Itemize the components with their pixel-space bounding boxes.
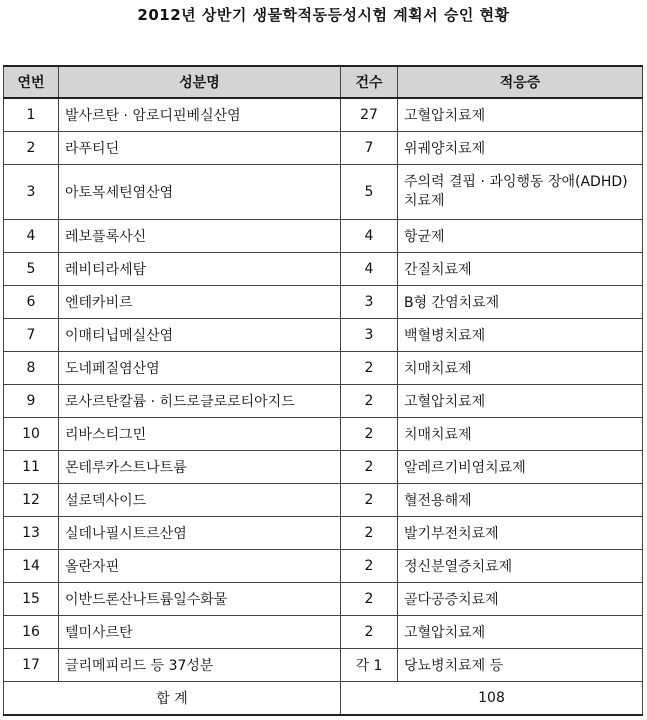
row-no: 11 — [4, 451, 59, 484]
row-indication: 치매치료제 — [398, 352, 643, 385]
row-count: 2 — [341, 418, 398, 451]
row-ingredient: 레비티라세탐 — [59, 253, 341, 286]
table-row — [4, 165, 643, 220]
row-ingredient: 로사르탄칼륨 · 히드로클로로티아지드 — [59, 385, 341, 418]
table-row — [4, 418, 643, 451]
row-no: 5 — [4, 253, 59, 286]
table-row — [4, 319, 643, 352]
table-row — [4, 352, 643, 385]
row-ingredient: 설로덱사이드 — [59, 484, 341, 517]
row-ingredient: 텔미사르탄 — [59, 616, 341, 649]
row-no: 6 — [4, 286, 59, 319]
row-count: 2 — [341, 616, 398, 649]
total-label: 합 계 — [4, 682, 341, 716]
row-indication: 고혈압치료제 — [398, 385, 643, 418]
row-no: 8 — [4, 352, 59, 385]
table-row — [4, 583, 643, 616]
row-ingredient: 이매티닙메실산염 — [59, 319, 341, 352]
row-ingredient: 실데나필시트르산염 — [59, 517, 341, 550]
row-count: 2 — [341, 550, 398, 583]
row-ingredient: 아토목세틴염산염 — [59, 165, 341, 220]
header-no: 연번 — [4, 66, 59, 98]
table-row — [4, 286, 643, 319]
row-count: 2 — [341, 451, 398, 484]
row-indication: 위궤양치료제 — [398, 132, 643, 165]
approval-table — [3, 65, 643, 716]
row-count: 3 — [341, 319, 398, 352]
row-indication: 치매치료제 — [398, 418, 643, 451]
row-ingredient: 라푸티딘 — [59, 132, 341, 165]
table-body — [4, 98, 643, 682]
row-indication: B형 간염치료제 — [398, 286, 643, 319]
row-indication: 간질치료제 — [398, 253, 643, 286]
row-indication: 당뇨병치료제 등 — [398, 649, 643, 682]
header-count: 건수 — [341, 66, 398, 98]
row-no: 2 — [4, 132, 59, 165]
page-title: 2012년 상반기 생물학적동등성시험 계획서 승인 현황 — [137, 6, 510, 24]
table-row — [4, 517, 643, 550]
row-ingredient: 도네페질염산염 — [59, 352, 341, 385]
table-row — [4, 616, 643, 649]
row-count: 2 — [341, 484, 398, 517]
row-count: 4 — [341, 220, 398, 253]
table-row — [4, 484, 643, 517]
table-row — [4, 385, 643, 418]
table-row — [4, 220, 643, 253]
row-no: 17 — [4, 649, 59, 682]
row-indication: 고혈압치료제 — [398, 98, 643, 132]
row-ingredient: 발사르탄 · 암로디핀베실산염 — [59, 98, 341, 132]
header-indication: 적응증 — [398, 66, 643, 98]
row-no: 4 — [4, 220, 59, 253]
row-no: 13 — [4, 517, 59, 550]
table-row — [4, 550, 643, 583]
table-row — [4, 451, 643, 484]
table-row — [4, 132, 643, 165]
row-indication: 알레르기비염치료제 — [398, 451, 643, 484]
header-ingredient: 성분명 — [59, 66, 341, 98]
row-no: 15 — [4, 583, 59, 616]
row-indication: 혈전용해제 — [398, 484, 643, 517]
table-row — [4, 649, 643, 682]
row-indication: 고혈압치료제 — [398, 616, 643, 649]
row-ingredient: 레보플록사신 — [59, 220, 341, 253]
row-count: 3 — [341, 286, 398, 319]
row-no: 9 — [4, 385, 59, 418]
total-value: 108 — [341, 682, 643, 716]
row-count: 2 — [341, 517, 398, 550]
row-count: 2 — [341, 385, 398, 418]
row-count: 2 — [341, 352, 398, 385]
table-row — [4, 253, 643, 286]
table-row — [4, 98, 643, 132]
row-count: 27 — [341, 98, 398, 132]
row-indication: 항균제 — [398, 220, 643, 253]
row-count: 5 — [341, 165, 398, 220]
row-ingredient: 이반드론산나트륨일수화물 — [59, 583, 341, 616]
row-ingredient: 글리메피리드 등 37성분 — [59, 649, 341, 682]
row-indication: 주의력 결핍 · 과잉행동 장애(ADHD) 치료제 — [398, 165, 643, 220]
row-indication: 발기부전치료제 — [398, 517, 643, 550]
row-indication: 백혈병치료제 — [398, 319, 643, 352]
row-count: 2 — [341, 583, 398, 616]
row-count: 4 — [341, 253, 398, 286]
row-no: 16 — [4, 616, 59, 649]
row-no: 3 — [4, 165, 59, 220]
total-row — [4, 682, 643, 716]
row-ingredient: 엔테카비르 — [59, 286, 341, 319]
row-count: 각 1 — [341, 649, 398, 682]
row-ingredient: 올란자핀 — [59, 550, 341, 583]
row-ingredient: 몬테루카스트나트륨 — [59, 451, 341, 484]
row-indication: 정신분열증치료제 — [398, 550, 643, 583]
row-no: 1 — [4, 98, 59, 132]
row-no: 12 — [4, 484, 59, 517]
row-count: 7 — [341, 132, 398, 165]
row-no: 10 — [4, 418, 59, 451]
row-no: 14 — [4, 550, 59, 583]
row-ingredient: 리바스티그민 — [59, 418, 341, 451]
row-indication: 골다공증치료제 — [398, 583, 643, 616]
table-header-row — [4, 66, 643, 98]
row-no: 7 — [4, 319, 59, 352]
